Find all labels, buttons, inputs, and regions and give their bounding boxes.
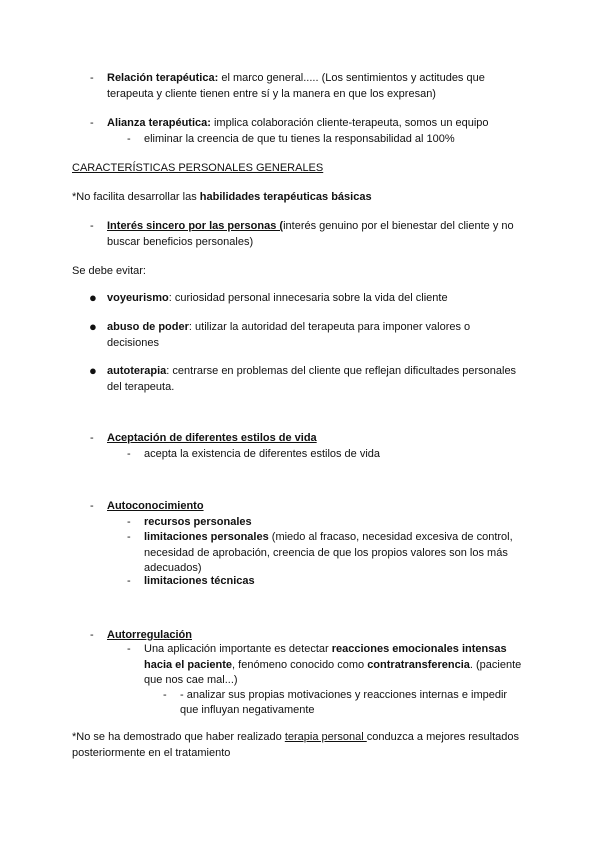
dash-bullet: - — [163, 689, 167, 701]
autorregulacion-line-1: Una aplicación importante es detectar reacciones emocionales intensas — [144, 643, 507, 655]
relacion-terapeutica-desc-cont: terapeuta y cliente tienen entre sí y la manera en que los expresan) — [107, 88, 436, 100]
abuso-poder-term: abuso de poder — [107, 321, 189, 333]
autoconocimiento-title: Autoconocimiento — [107, 500, 204, 512]
dash-bullet: - — [90, 117, 94, 129]
interes-sincero-desc-cont: buscar beneficios personales) — [107, 236, 254, 248]
note-habilidades — [72, 189, 372, 205]
note-habilidades-bold: habilidades terapéuticas básicas — [199, 191, 372, 203]
interes-sincero-term: Interés sincero por las personas ( — [107, 220, 284, 232]
autorregulacion-line-2: hacia el paciente, fenómeno conocido como contratransferencia. (paciente — [144, 659, 522, 671]
dash-bullet: - — [127, 516, 131, 528]
abuso-poder-desc: : utilizar la autoridad del terapeuta para imponer valores o — [188, 321, 471, 333]
dash-bullet: - — [90, 500, 94, 512]
dot-bullet: ● — [89, 290, 97, 305]
dash-bullet: - — [127, 133, 131, 145]
alianza-terapeutica-desc: implica colaboración cliente-terapeuta, somos un equipo — [210, 117, 489, 129]
interes-sincero-item — [107, 218, 514, 234]
dash-bullet: - — [90, 432, 94, 444]
dash-bullet: - — [127, 575, 131, 587]
evitar-label: Se debe evitar: — [72, 265, 146, 277]
limitaciones-personales-item — [144, 529, 513, 545]
autoterapia-desc-cont: del terapeuta. — [107, 381, 175, 393]
autoterapia-desc: : centrarse en problemas del cliente que reflejan dificultades personales — [166, 365, 517, 377]
dash-bullet: - — [90, 629, 94, 641]
interes-sincero-desc: interés genuino por el bienestar del cliente y no — [283, 220, 514, 232]
voyeurismo-desc: : curiosidad personal innecesaria sobre la vida del cliente — [168, 292, 448, 304]
limitaciones-personales-cont-2: adecuados) — [144, 562, 202, 574]
dot-bullet: ● — [89, 319, 97, 334]
limitaciones-personales-term: limitaciones personales — [144, 531, 269, 543]
note-habilidades-prefix: *No facilita desarrollar las — [72, 191, 200, 203]
dash-bullet: - — [90, 72, 94, 84]
relacion-terapeutica-item — [107, 70, 485, 86]
abuso-poder-desc-cont: decisiones — [107, 337, 159, 349]
abuso-poder-item — [107, 319, 470, 335]
relacion-terapeutica-desc: el marco general..... (Los sentimientos y actitudes que — [218, 72, 485, 84]
relacion-terapeutica-term: Relación terapéutica: — [107, 72, 219, 84]
autoterapia-term: autoterapia — [107, 365, 167, 377]
autorregulacion-title: Autorregulación — [107, 629, 192, 641]
autorregulacion-subitem: - analizar sus propias motivaciones y reacciones internas e impedir — [180, 689, 508, 701]
autorregulacion-line-3: que nos cae mal...) — [144, 674, 238, 686]
alianza-terapeutica-item — [107, 115, 489, 131]
limitaciones-personales-cont-1: necesidad de aprobación, creencia de que los propios valores son los más — [144, 547, 508, 559]
section-title: CARACTERÍSTICAS PERSONALES GENERALES — [72, 162, 324, 174]
terapia-personal-link: terapia personal — [284, 731, 367, 743]
aceptacion-title: Aceptación de diferentes estilos de vida — [107, 432, 317, 444]
dash-bullet: - — [90, 220, 94, 232]
dash-bullet: - — [127, 531, 131, 543]
note-terapia-personal: *No se ha demostrado que haber realizado terapia personal conduzca a mejores resultados — [72, 731, 520, 743]
dot-bullet: ● — [89, 363, 97, 378]
voyeurismo-term: voyeurismo — [107, 292, 169, 304]
dash-bullet: - — [127, 643, 131, 655]
dash-bullet: - — [127, 448, 131, 460]
autorregulacion-subitem-cont: que influyan negativamente — [180, 704, 315, 716]
aceptacion-subitem: acepta la existencia de diferentes estilos de vida — [144, 448, 381, 460]
limitaciones-tecnicas-item: limitaciones técnicas — [144, 575, 255, 587]
alianza-terapeutica-term: Alianza terapéutica: — [107, 117, 211, 129]
limitaciones-personales-desc: (miedo al fracaso, necesidad excesiva de control, — [268, 531, 513, 543]
voyeurismo-item — [107, 290, 448, 306]
recursos-personales-item: recursos personales — [144, 516, 252, 528]
autoterapia-item — [107, 363, 516, 379]
alianza-subitem: eliminar la creencia de que tu tienes la responsabilidad al 100% — [144, 133, 455, 145]
note-terapia-personal-cont: posteriormente en el tratamiento — [72, 747, 231, 759]
